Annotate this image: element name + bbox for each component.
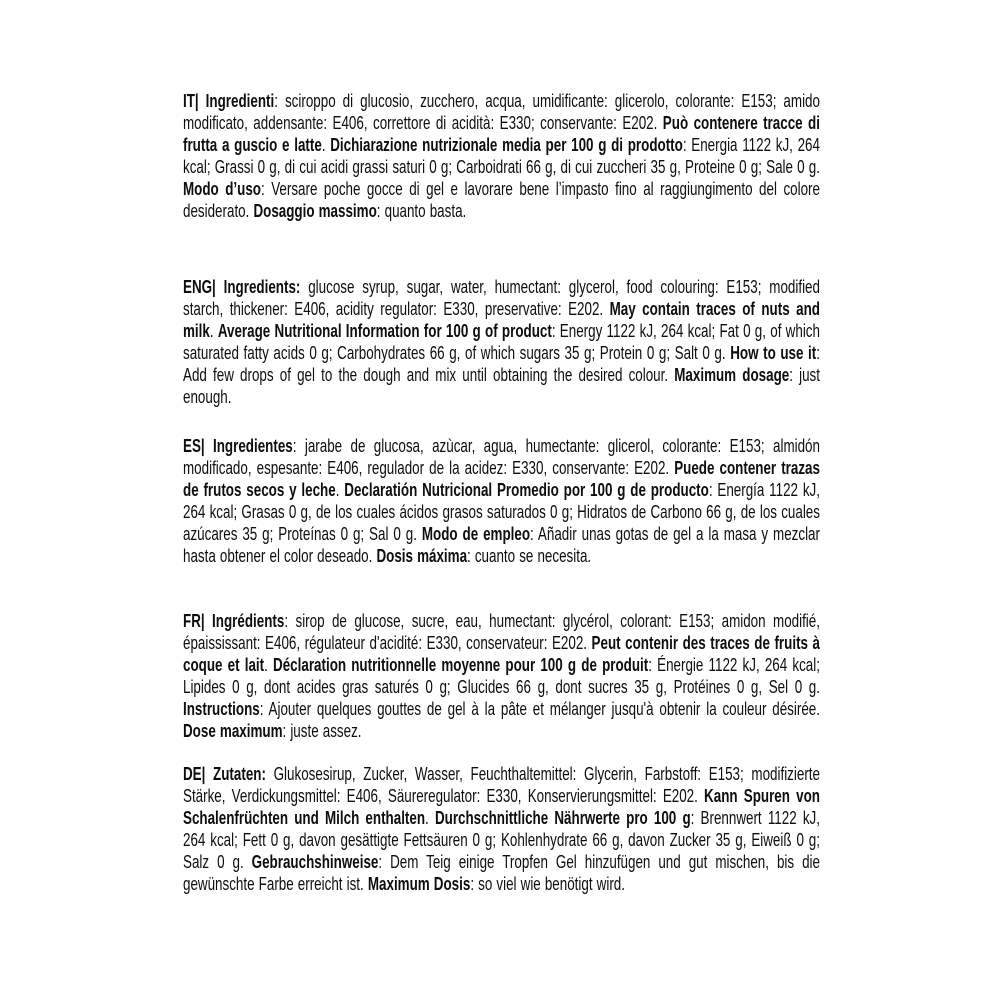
ingredients-section-fr: FR| Ingrédients: sirop de glucose, sucre, eau, humectant: glycérol, colorant: E153; amidon modifié, épaississant: E406, régulateur d'acidité: E330, conservateur: E202. Peut contenir des traces de fruits à coque et lait. Déclaration nutritionnelle moyenne pour 100 g de produit: Énergie 1122 kJ, 264 kcal; Lipides 0 g, dont acides gras saturés 0 g; Glucides 66 g, dont sucres 35 g, Protéines 0 g, Sel 0 g. Instructions: Ajouter quelques gouttes de gel à la pâte et mélanger jusqu'à obtenir la couleur désirée. Dose maximum: juste assez.: [183, 611, 820, 741]
ingredients-section-es: ES| Ingredientes: jarabe de glucosa, azùcar, agua, humectante: glicerol, colorante: E153; almidón modificado, espesante: E406, regulador de la acidez: E330, conservante: E202. Puede contener trazas de frutos secos y leche. Declaratión Nutricional Promedio por 100 g de producto: Energía 1122 kJ, 264 kcal; Grasas 0 g, de los cuales ácidos grasos saturados 0 g; Hidratos de Carbono 66 g, de los cuales azúcares 35 g; Proteínas 0 g; Sal 0 g. Modo de empleo: Añadir unas gotas de gel a la masa y mezclar hasta obtener el color deseado. Dosis máxima: cuanto se necesita.: [183, 436, 820, 566]
ingredients-section-eng: ENG| Ingredients: glucose syrup, sugar, water, humectant: glycerol, food colouring: E153; modified starch, thickener: E406, acidity regulator: E330, preservative: E202. May contain traces of nuts and milk. Average Nutritional Information for 100 g of product: Energy 1122 kJ, 264 kcal; Fat 0 g, of which saturated fatty acids 0 g; Carbohydrates 66 g, of which sugars 35 g; Protein 0 g; Salt 0 g. How to use it: Add few drops of gel to the dough and mix until obtaining the desired colour. Maximum dosage: just enough.: [183, 277, 820, 407]
ingredients-section-de: DE| Zutaten: Glukosesirup, Zucker, Wasser, Feuchthaltemittel: Glycerin, Farbstoff: E153; modifizierte Stärke, Verdickungsmittel: E406, Säureregulator: E330, Konservierungsmittel: E202. Kann Spuren von Schalenfrüchten und Milch enthalten. Durchschnittliche Nährwerte pro 100 g: Brennwert 1122 kJ, 264 kcal; Fett 0 g, davon gesättigte Fettsäuren 0 g; Kohlenhydrate 66 g, davon Zucker 35 g, Eiweiß 0 g; Salz 0 g. Gebrauchshinweise: Dem Teig einige Tropfen Gel hinzufügen und gut mischen, bis die gewünschte Farbe erreicht ist. Maximum Dosis: so viel wie benötigt wird.: [183, 764, 820, 894]
ingredients-section-it: IT| Ingredienti: sciroppo di glucosio, zucchero, acqua, umidificante: glicerolo, colorante: E153; amido modificato, addensante: E406, correttore di acidità: E330; conservante: E202. Può contenere tracce di frutta a guscio e latte. Dichiarazione nutrizionale media per 100 g di prodotto: Energia 1122 kJ, 264 kcal; Grassi 0 g, di cui acidi grassi saturi 0 g; Carboidrati 66 g, di cui zuccheri 35 g, Proteine 0 g; Sale 0 g. Modo d’uso: Versare poche gocce di gel e lavorare bene l’impasto fino al raggiungimento del colore desiderato. Dosaggio massimo: quanto basta.: [183, 91, 820, 221]
